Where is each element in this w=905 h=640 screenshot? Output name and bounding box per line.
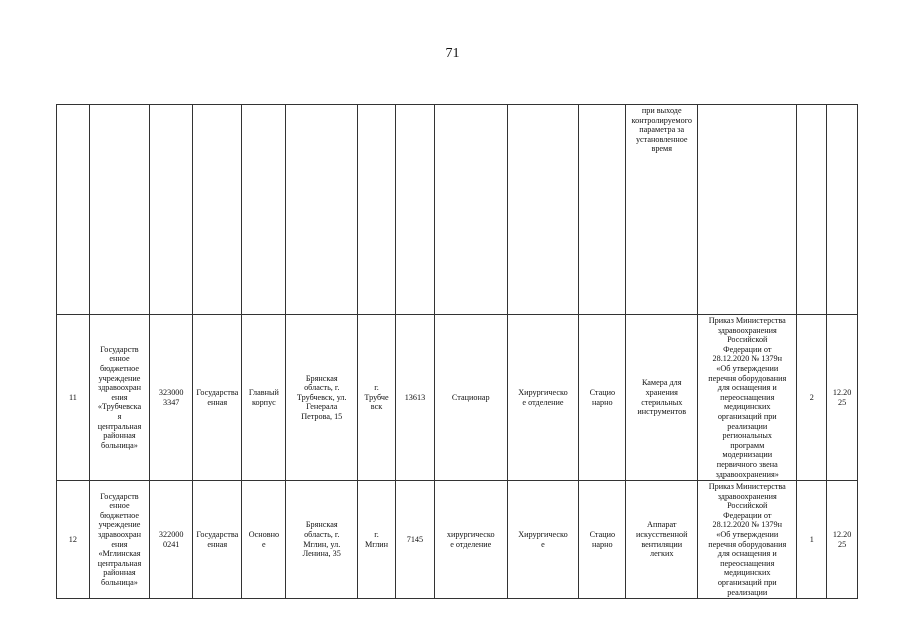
- cell-care-form: Стацио нарно: [579, 481, 626, 599]
- equipment-table: [56, 104, 858, 599]
- cell-department: Хирургическо е: [507, 481, 579, 599]
- cell-ownership: Государства енная: [193, 315, 242, 481]
- cell-postal: [395, 105, 434, 315]
- cell-basis: [698, 105, 797, 315]
- cell-ownership: Государства енная: [193, 481, 242, 599]
- cell-date: [827, 105, 858, 315]
- cell-department: Хирургическо е отделение: [507, 315, 579, 481]
- cell-city: г. Мглин: [358, 481, 396, 599]
- cell-basis: Приказ Министерства здравоохранения Российской Федерации от 28.12.2020 № 1379н «Об утверждении перечня оборудования для оснащения и переоснащения медицинских организаций при реализации: [698, 481, 797, 599]
- cell-date: 12.20 25: [827, 315, 858, 481]
- cell-postal: 7145: [395, 481, 434, 599]
- cell-unit: Стационар: [434, 315, 507, 481]
- cell-basis: Приказ Министерства здравоохранения Российской Федерации от 28.12.2020 № 1379н «Об утверждении перечня оборудования для оснащения и переоснащения медицинских организаций при реализации региональных программ модернизации первичного звена здравоохранения»: [698, 315, 797, 481]
- cell-address: [286, 105, 358, 315]
- cell-org: Государств енное бюджетное учреждение здравоохран ения «Мглинская центральная районная больница»: [89, 481, 149, 599]
- cell-ownership: [193, 105, 242, 315]
- cell-building: [242, 105, 286, 315]
- page-number: 71: [445, 46, 460, 61]
- cell-unit: [434, 105, 507, 315]
- cell-care-form: [579, 105, 626, 315]
- cell-address: Брянская область, г. Трубчевск, ул. Генерала Петрова, 15: [286, 315, 358, 481]
- cell-qty: 2: [797, 315, 827, 481]
- cell-equipment: Камера для хранения стерильных инструментов: [626, 315, 698, 481]
- cell-building: Главный корпус: [242, 315, 286, 481]
- cell-address: Брянская область, г. Мглин, ул. Ленина, 35: [286, 481, 358, 599]
- cell-org: [89, 105, 149, 315]
- cell-equipment: Аппарат искусственной вентиляции легких: [626, 481, 698, 599]
- table-row: [57, 315, 858, 481]
- cell-num: 12: [57, 481, 90, 599]
- cell-code: 322000 0241: [150, 481, 193, 599]
- table-row: [57, 481, 858, 599]
- cell-building: Основно е: [242, 481, 286, 599]
- cell-num: [57, 105, 90, 315]
- cell-date: 12.20 25: [827, 481, 858, 599]
- cell-qty: 1: [797, 481, 827, 599]
- cell-requirements: при выходе контролируемого параметра за установленное время: [626, 105, 698, 315]
- cell-code: 323000 3347: [150, 315, 193, 481]
- cell-org: Государств енное бюджетное учреждение здравоохран ения «Трубчевска я центральная районная больница»: [89, 315, 149, 481]
- cell-unit: хирургическо е отделение: [434, 481, 507, 599]
- cell-department: [507, 105, 579, 315]
- cell-qty: [797, 105, 827, 315]
- table-row: [57, 105, 858, 315]
- cell-care-form: Стацио нарно: [579, 315, 626, 481]
- cell-code: [150, 105, 193, 315]
- cell-city: г. Трубче вск: [358, 315, 396, 481]
- cell-city: [358, 105, 396, 315]
- cell-postal: 13613: [395, 315, 434, 481]
- cell-num: 11: [57, 315, 90, 481]
